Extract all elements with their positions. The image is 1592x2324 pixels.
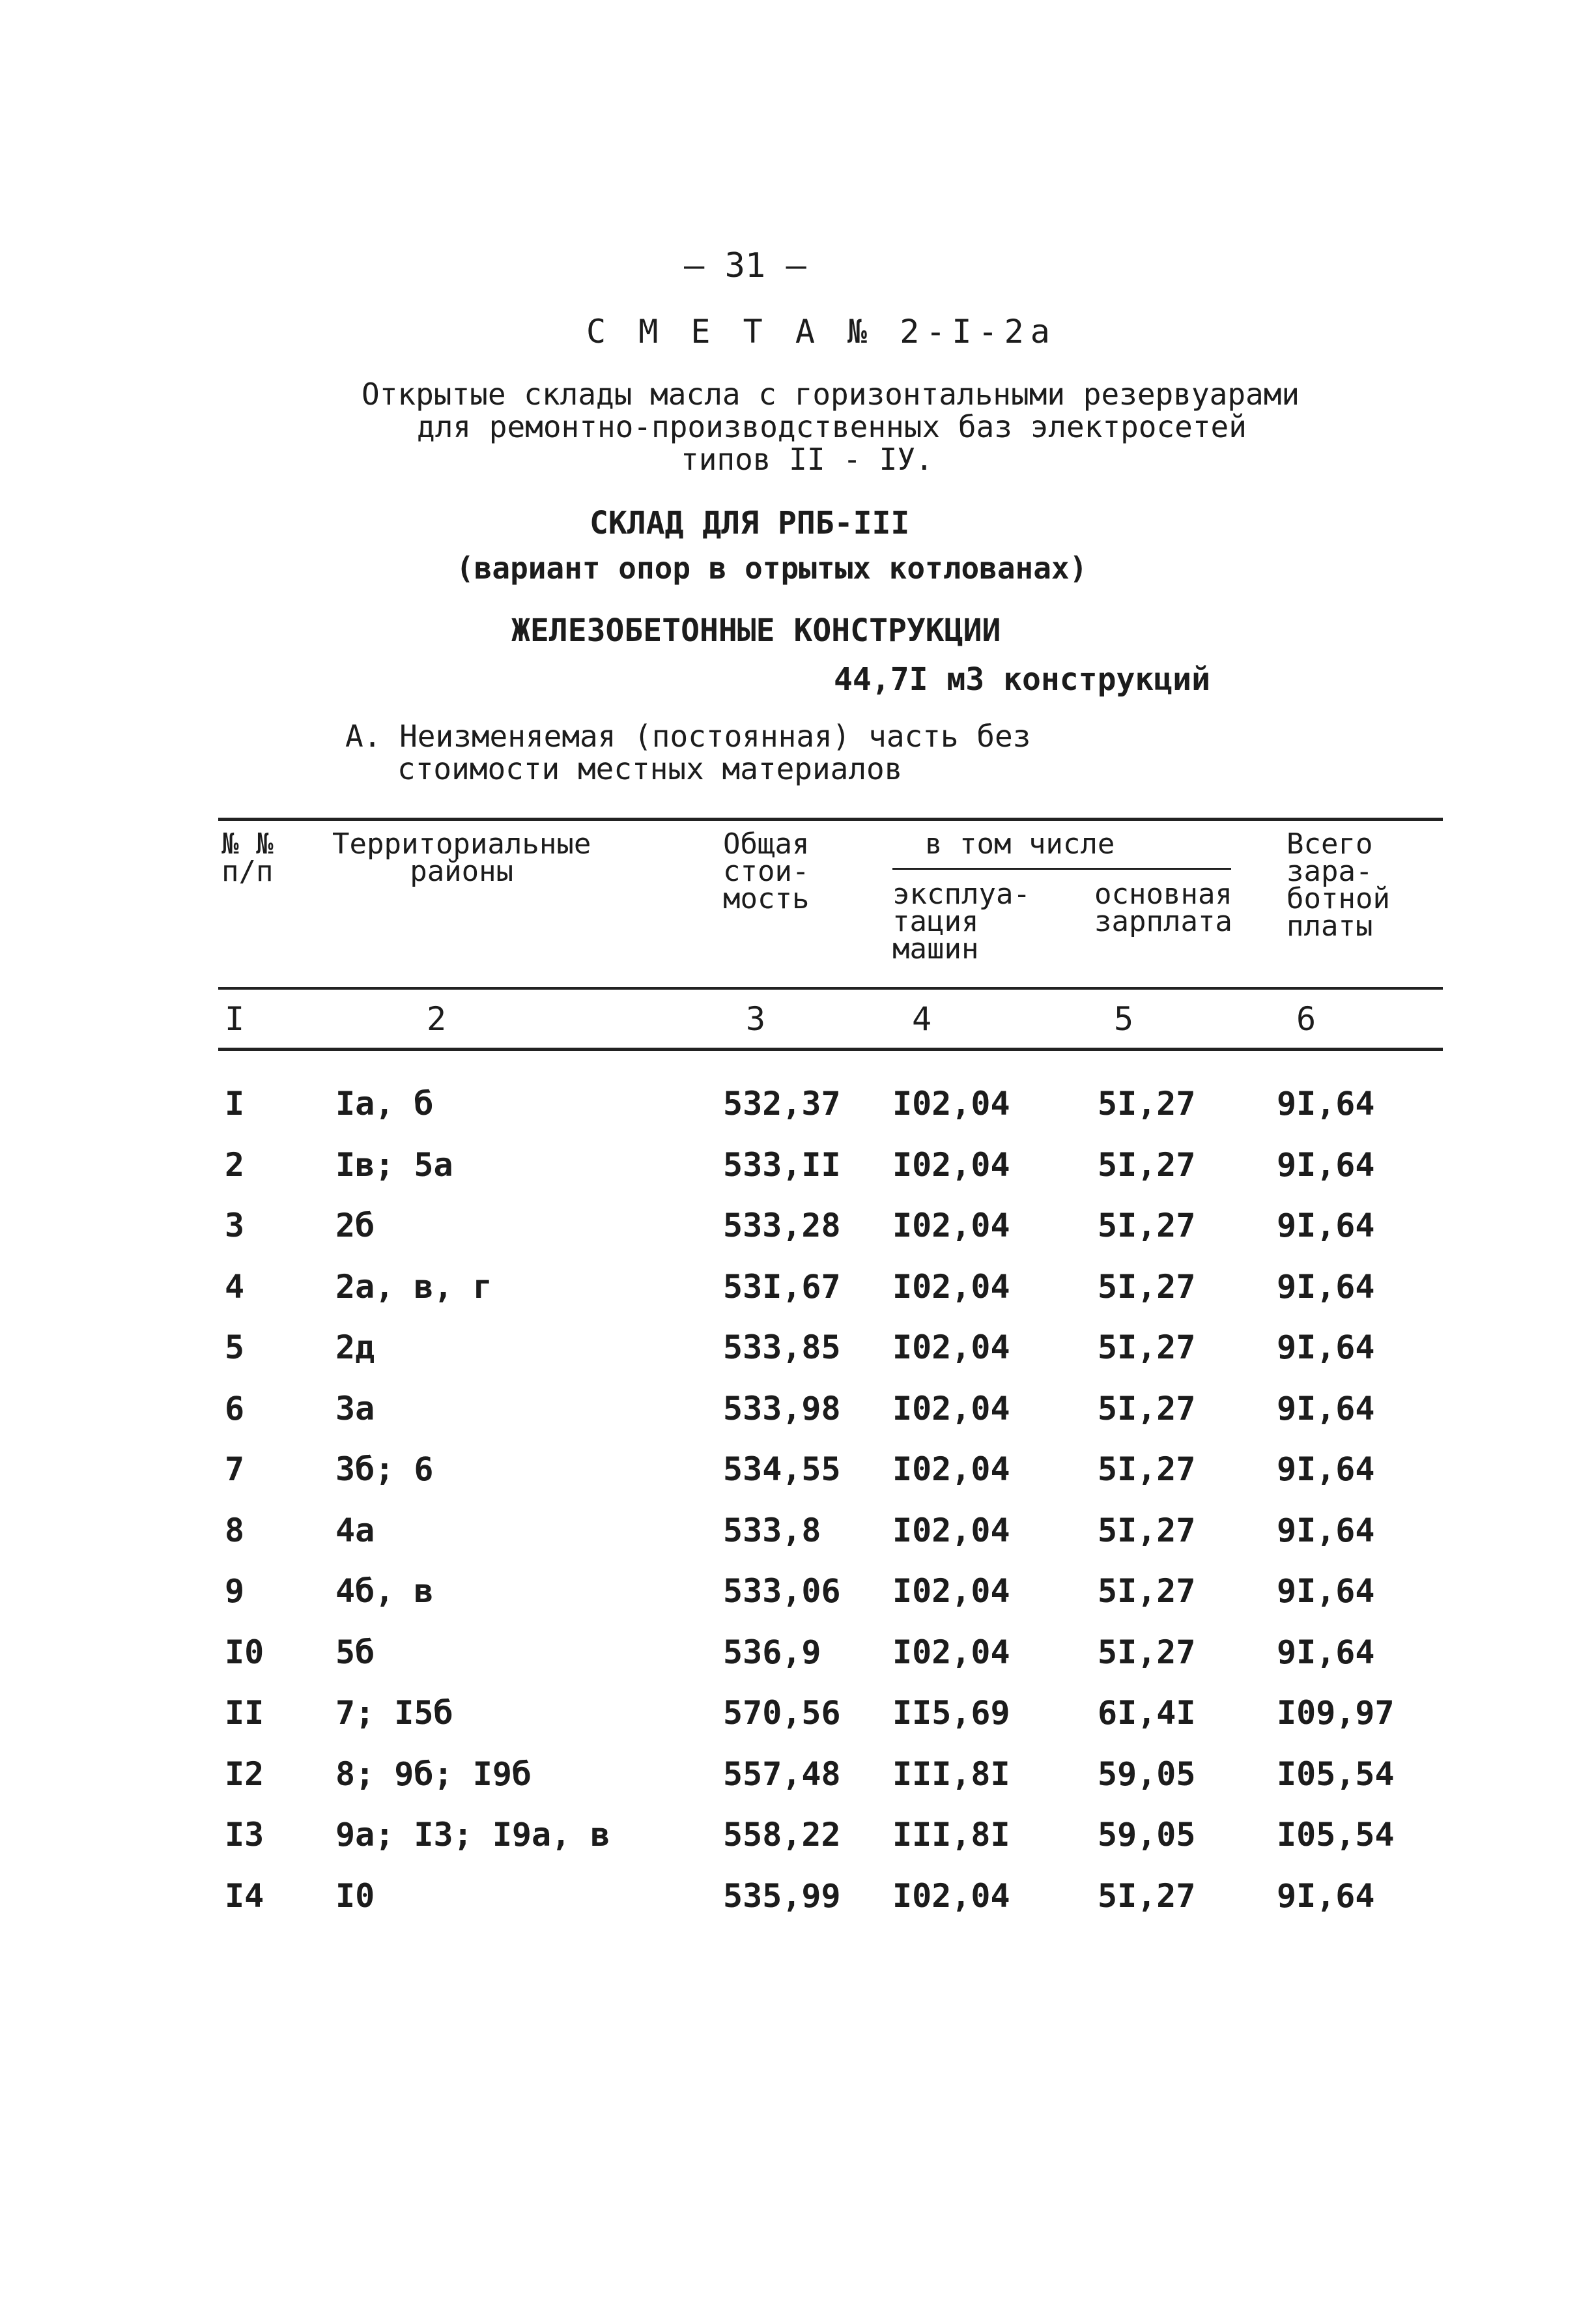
table-top-rule — [218, 818, 1443, 821]
column-number: 3 — [746, 1000, 766, 1038]
table-row — [0, 1633, 1592, 1692]
heading-sklad: СКЛАД ДЛЯ РПБ-III — [590, 505, 910, 541]
row-number: 9 — [225, 1572, 245, 1610]
row-number: I2 — [225, 1755, 264, 1793]
row-total-wage: 9I,64 — [1277, 1877, 1375, 1915]
row-total-cost: 536,9 — [723, 1633, 821, 1671]
row-base-wage: 5I,27 — [1098, 1268, 1196, 1306]
table-row — [0, 1755, 1592, 1814]
row-base-wage: 5I,27 — [1098, 1512, 1196, 1549]
row-total-wage: 9I,64 — [1277, 1085, 1375, 1123]
row-number: 4 — [225, 1268, 245, 1306]
row-total-cost: 533,98 — [723, 1390, 841, 1427]
row-machines: I02,04 — [892, 1085, 1010, 1123]
row-total-wage: 9I,64 — [1277, 1268, 1375, 1306]
row-territory: 2б — [335, 1207, 375, 1244]
row-territory: 8; 9б; I9б — [335, 1755, 532, 1793]
row-base-wage: 6I,4I — [1098, 1694, 1196, 1732]
row-number: I0 — [225, 1633, 264, 1671]
column-number: I — [225, 1000, 245, 1038]
row-total-wage: 9I,64 — [1277, 1207, 1375, 1244]
row-machines: I02,04 — [892, 1633, 1010, 1671]
header-territory: Территориальные районы — [332, 827, 591, 888]
row-territory: 2д — [335, 1328, 375, 1366]
row-territory: Iа, б — [335, 1085, 434, 1123]
row-territory: 4б, в — [335, 1572, 434, 1610]
row-total-wage: 9I,64 — [1277, 1390, 1375, 1427]
row-machines: III,8I — [892, 1755, 1010, 1793]
row-territory: 4а — [335, 1512, 375, 1549]
table-row — [0, 1512, 1592, 1570]
row-number: I — [225, 1085, 245, 1123]
row-total-cost: 534,55 — [723, 1450, 841, 1488]
table-row — [0, 1572, 1592, 1631]
table-row — [0, 1877, 1592, 1936]
document-title: С М Е Т А № 2-I-2а — [586, 313, 1057, 351]
row-machines: I02,04 — [892, 1328, 1010, 1366]
row-machines: I02,04 — [892, 1450, 1010, 1488]
section-a-heading — [345, 720, 1031, 785]
row-machines: I02,04 — [892, 1268, 1010, 1306]
row-total-cost: 558,22 — [723, 1816, 841, 1854]
column-number: 4 — [912, 1000, 932, 1038]
row-base-wage: 59,05 — [1098, 1755, 1196, 1793]
row-territory: 9а; I3; I9а, в — [335, 1816, 610, 1854]
row-number: 8 — [225, 1512, 245, 1549]
row-total-wage: 9I,64 — [1277, 1146, 1375, 1184]
column-number: 5 — [1114, 1000, 1134, 1038]
row-number: 2 — [225, 1146, 245, 1184]
row-number: II — [225, 1694, 264, 1732]
row-base-wage: 5I,27 — [1098, 1572, 1196, 1610]
row-total-cost: 532,37 — [723, 1085, 841, 1123]
subtitle-line-1: Открытые склады масла с горизонтальными резервуарами — [362, 377, 1300, 412]
row-total-wage: I05,54 — [1277, 1755, 1395, 1793]
row-machines: I02,04 — [892, 1207, 1010, 1244]
row-machines: I02,04 — [892, 1512, 1010, 1549]
row-territory: 7; I5б — [335, 1694, 453, 1732]
row-base-wage: 5I,27 — [1098, 1085, 1196, 1123]
table-row — [0, 1390, 1592, 1448]
row-machines: II5,69 — [892, 1694, 1010, 1732]
table-row — [0, 1207, 1592, 1265]
row-number: 5 — [225, 1328, 245, 1366]
row-total-cost: 533,06 — [723, 1572, 841, 1610]
header-total-cost: Общая стои- мость — [723, 827, 810, 915]
including-rule — [892, 868, 1231, 870]
row-total-wage: 9I,64 — [1277, 1633, 1375, 1671]
row-number: 6 — [225, 1390, 245, 1427]
header-bottom-rule — [218, 987, 1443, 990]
row-total-wage: I09,97 — [1277, 1694, 1395, 1732]
row-total-cost: 533,85 — [723, 1328, 841, 1366]
heading-construction: ЖЕЛЕЗОБЕТОННЫЕ КОНСТРУКЦИИ — [511, 612, 1001, 649]
header-total-wage: Всего зара- ботной платы — [1286, 827, 1390, 943]
row-total-cost: 533,II — [723, 1146, 841, 1184]
row-total-wage: 9I,64 — [1277, 1328, 1375, 1366]
row-base-wage: 5I,27 — [1098, 1390, 1196, 1427]
row-territory: 5б — [335, 1633, 375, 1671]
table-row — [0, 1268, 1592, 1327]
header-base-wage: основная зарплата — [1094, 878, 1232, 938]
column-numbers-rule — [218, 1048, 1443, 1051]
row-machines: III,8I — [892, 1816, 1010, 1854]
table-row — [0, 1328, 1592, 1387]
row-number: 3 — [225, 1207, 245, 1244]
row-territory: 3а — [335, 1390, 375, 1427]
section-a-line-2: стоимости местных материалов — [397, 751, 903, 786]
table-row — [0, 1450, 1592, 1509]
row-total-cost: 535,99 — [723, 1877, 841, 1915]
row-number: 7 — [225, 1450, 245, 1488]
row-machines: I02,04 — [892, 1390, 1010, 1427]
row-base-wage: 5I,27 — [1098, 1633, 1196, 1671]
header-num: № № п/п — [221, 827, 274, 888]
row-base-wage: 59,05 — [1098, 1816, 1196, 1854]
row-machines: I02,04 — [892, 1146, 1010, 1184]
row-territory: Iв; 5а — [335, 1146, 453, 1184]
subtitle-line-3: типов II - IУ. — [681, 442, 933, 477]
table-row — [0, 1694, 1592, 1753]
row-total-wage: 9I,64 — [1277, 1450, 1375, 1488]
section-a-line-1: А. Неизменяемая (постоянная) часть без — [345, 719, 1031, 754]
table-row — [0, 1816, 1592, 1874]
row-total-wage: 9I,64 — [1277, 1572, 1375, 1610]
heading-volume: 44,7I м3 конструкций — [834, 661, 1210, 698]
row-base-wage: 5I,27 — [1098, 1877, 1196, 1915]
subtitle-line-2: для ремонтно-производственных баз электросетей — [417, 409, 1247, 444]
row-total-cost: 533,28 — [723, 1207, 841, 1244]
row-number: I4 — [225, 1877, 264, 1915]
row-machines: I02,04 — [892, 1572, 1010, 1610]
row-territory: 2а, в, г — [335, 1268, 492, 1306]
table-row — [0, 1085, 1592, 1143]
row-base-wage: 5I,27 — [1098, 1328, 1196, 1366]
row-total-wage: 9I,64 — [1277, 1512, 1375, 1549]
row-number: I3 — [225, 1816, 264, 1854]
row-base-wage: 5I,27 — [1098, 1146, 1196, 1184]
header-including: в том числе — [925, 827, 1115, 861]
row-total-wage: I05,54 — [1277, 1816, 1395, 1854]
row-territory: I0 — [335, 1877, 375, 1915]
column-number: 6 — [1296, 1000, 1316, 1038]
row-total-cost: 570,56 — [723, 1694, 841, 1732]
row-base-wage: 5I,27 — [1098, 1207, 1196, 1244]
heading-variant: (вариант опор в отрытых котлованах) — [456, 551, 1088, 586]
column-number: 2 — [427, 1000, 447, 1038]
row-total-cost: 533,8 — [723, 1512, 821, 1549]
header-machines: эксплуа- тация машин — [892, 878, 1031, 966]
row-base-wage: 5I,27 — [1098, 1450, 1196, 1488]
row-total-cost: 557,48 — [723, 1755, 841, 1793]
table-row — [0, 1146, 1592, 1205]
row-total-cost: 53I,67 — [723, 1268, 841, 1306]
row-territory: 3б; 6 — [335, 1450, 434, 1488]
row-machines: I02,04 — [892, 1877, 1010, 1915]
